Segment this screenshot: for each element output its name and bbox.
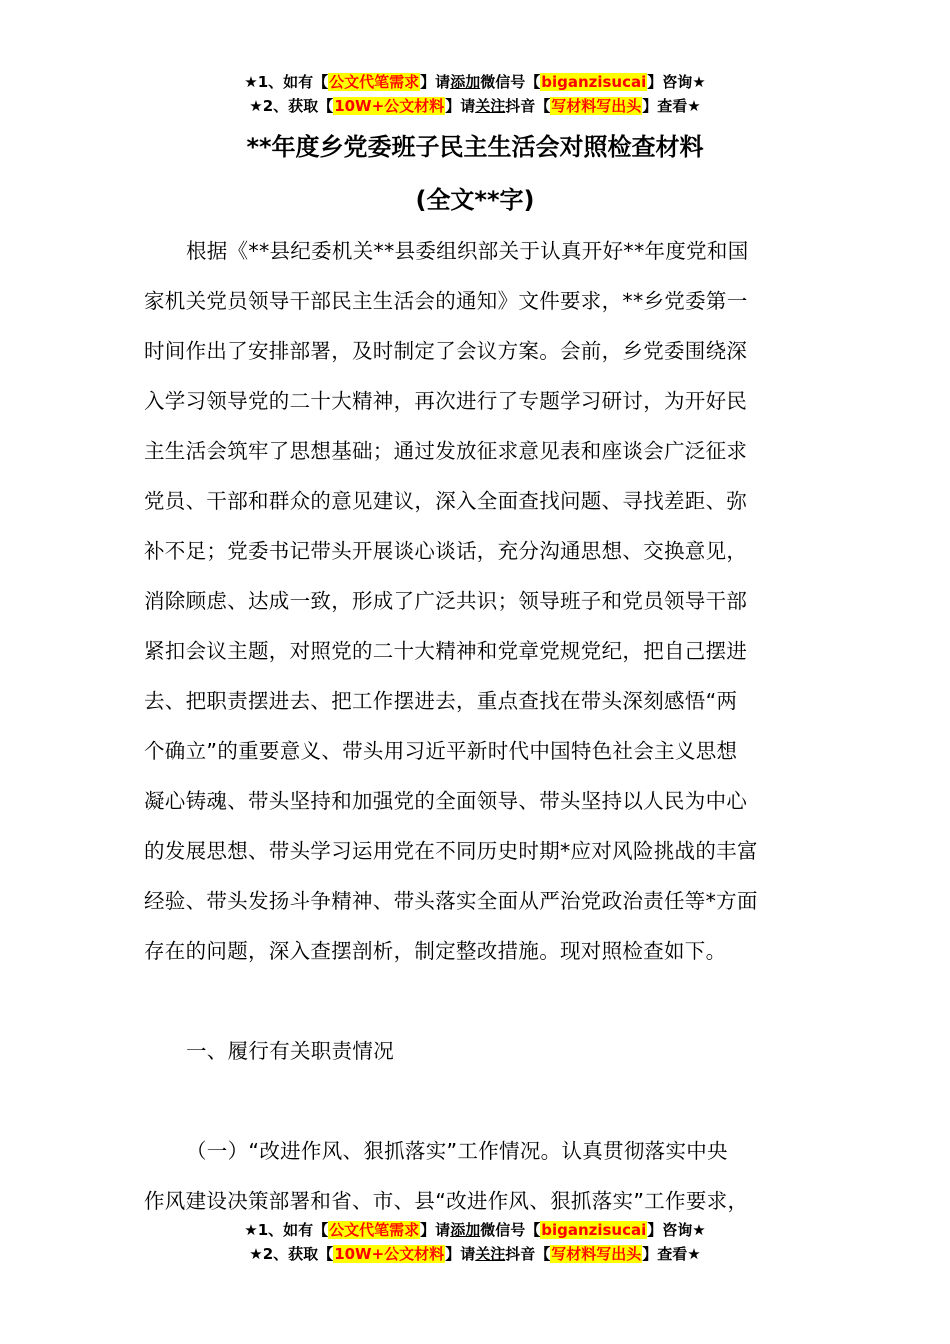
body-line: 消除顾虑、达成一致，形成了广泛共识；领导班子和党员领导干部 xyxy=(144,589,748,613)
service-highlight: 公文代笔需求 xyxy=(329,1221,420,1239)
douyin-account: 写材料写出头 xyxy=(551,1245,642,1263)
notice-line-2: ★2、获取【10W+公文材料】请关注抖音【写材料写出头】查看★ xyxy=(249,97,701,115)
wechat-id: biganzisucai xyxy=(541,1221,647,1239)
body-line: 根据《**县纪委机关**县委组织部关于认真开好**年度党和国 xyxy=(186,239,749,263)
body-line: 入学习领导党的二十大精神，再次进行了专题学习研讨，为开好民 xyxy=(144,389,748,413)
body-line: 凝心铸魂、带头坚持和加强党的全面领导、带头坚持以人民为中心 xyxy=(144,789,748,813)
document-subtitle: (全文**字) xyxy=(415,186,535,214)
body-line: 去、把职责摆进去、把工作摆进去，重点查找在带头深刻感悟“两 xyxy=(144,689,738,713)
body-line: 时间作出了安排部署，及时制定了会议方案。会前，乡党委围绕深 xyxy=(144,339,748,363)
service-highlight: 公文代笔需求 xyxy=(329,73,420,91)
header-notice xyxy=(0,70,950,118)
body-line: 党员、干部和群众的意见建议，深入全面查找问题、寻找差距、弥 xyxy=(144,489,748,513)
wechat-id: biganzisucai xyxy=(541,73,647,91)
notice-line-1: ★1、如有【公文代笔需求】请添加微信号【biganzisucai】咨询★ xyxy=(244,1221,706,1239)
body-line: 个确立”的重要意义、带头用习近平新时代中国特色社会主义思想 xyxy=(144,739,738,763)
paragraph-gap xyxy=(144,976,808,1026)
body-line: 紧扣会议主题，对照党的二十大精神和党章党规党纪，把自己摆进 xyxy=(144,639,748,663)
douyin-account: 写材料写出头 xyxy=(551,97,642,115)
body-line: 经验、带头发扬斗争精神、带头落实全面从严治党政治责任等*方面 xyxy=(144,889,758,913)
document-body xyxy=(144,226,808,1226)
notice-line-2: ★2、获取【10W+公文材料】请关注抖音【写材料写出头】查看★ xyxy=(249,1245,701,1263)
body-line: 补不足；党委书记带头开展谈心谈话，充分沟通思想、交换意见， xyxy=(144,539,748,563)
body-line: 家机关党员领导干部民主生活会的通知》文件要求，**乡党委第一 xyxy=(144,289,748,313)
body-line: 作风建设决策部署和省、市、县“改进作风、狠抓落实”工作要求， xyxy=(144,1189,749,1213)
body-line: 主生活会筑牢了思想基础；通过发放征求意见表和座谈会广泛征求 xyxy=(144,439,748,463)
material-highlight: 10W+公文材料 xyxy=(334,1245,445,1263)
body-line: （一）“改进作风、狠抓落实”工作情况。认真贯彻落实中央 xyxy=(186,1139,728,1163)
document-title: **年度乡党委班子民主生活会对照检查材料 xyxy=(246,133,704,161)
body-line: 存在的问题，深入查摆剖析，制定整改措施。现对照检查如下。 xyxy=(144,939,727,963)
section-heading: 一、履行有关职责情况 xyxy=(186,1039,394,1063)
notice-line-1: ★1、如有【公文代笔需求】请添加微信号【biganzisucai】咨询★ xyxy=(244,73,706,91)
material-highlight: 10W+公文材料 xyxy=(334,97,445,115)
footer-notice xyxy=(0,1218,950,1266)
body-line: 的发展思想、带头学习运用党在不同历史时期*应对风险挑战的丰富 xyxy=(144,839,758,863)
paragraph-gap xyxy=(144,1076,808,1126)
